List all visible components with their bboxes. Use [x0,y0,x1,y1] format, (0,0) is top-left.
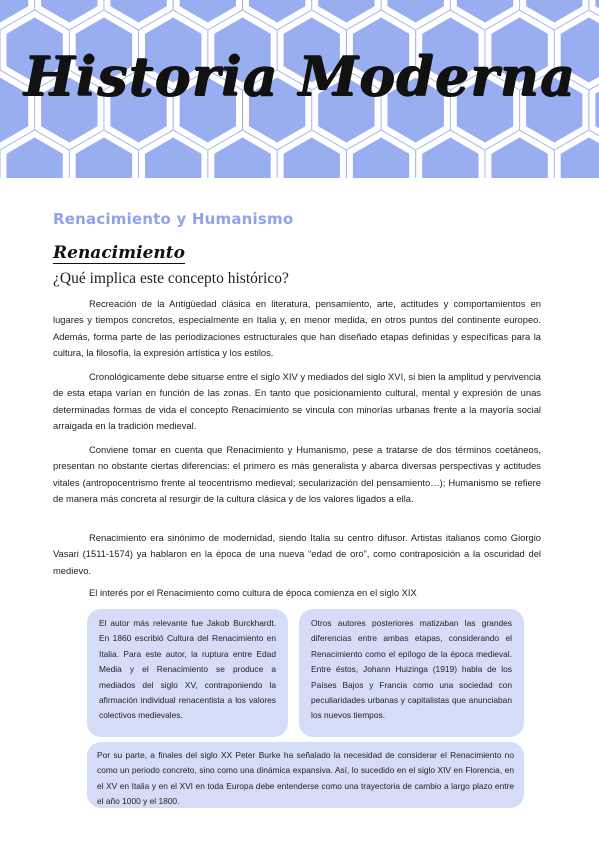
paragraph-definition: Recreación de la Antigüedad clásica en literatura, pensamiento, arte, actitudes y comportamientos en lugares y tiempos concretos, especialmente en Italia y, en menor medida, en otros puntos del continente europeo. Además, forma parte de las periodizaciones estructurales que han diseñado etapas definidas y específicas para la cultura, la filosofía, la expresión artística y los estilos. [53,298,541,358]
section-title: Renacimiento y Humanismo [53,210,294,228]
paragraph-chronology: Cronológicamente debe situarse entre el siglo XIV y mediados del siglo XVI, si bien la amplitud y pervivencia de esta etapa varían en función de las zonas. En tanto que posicionamiento cultural, mental y expresión de unas determinadas formas de vida el concepto Renacimiento se vincula con minorías urbanas frente a la mayoría social arraigada en la tradición medieval. [53,371,541,431]
huizinga-box [299,609,524,737]
subsection-title: Renacimiento [53,243,185,263]
intro-line: El interés por el Renacimiento como cultura de época comienza en el siglo XIX [89,587,417,598]
section-question: ¿Qué implica este concepto histórico? [53,270,289,287]
paragraph-differences: Conviene tomar en cuenta que Renacimiento y Humanismo, pese a tratarse de dos términos coetáneos, presentan no obstante ciertas diferencias: el primero es más generalista y abarca diversas perspectivas y actitudes vitales (antropocentrismo frente al teocentrismo medieval; secularización del pensamiento…); Humanismo se refiere de manera más concreta al resurgir de la cultura clásica y de los valores ligados a ella. [53,444,541,504]
paragraph-modernity: Renacimiento era sinónimo de modernidad, siendo Italia su centro difusor. Artistas italianos como Giorgio Vasari (1511-1574) ya hablaron en la época de una nueva “edad de oro”, como contraposición a la oscuridad del medievo. [53,532,541,576]
burke-text: Por su parte, a finales del siglo XX Peter Burke ha señalado la necesidad de considerar el Renacimiento no como un periodo concreto, sino como una dinámica expansiva. Así, lo sucedido en el siglo XIV en Florencia, en el XV en Italia y en el XVI en toda Europa debe entenderse como una trayectoria de cambio a largo plazo entre el año 1000 y el 1800. [97,750,514,807]
burckhardt-box [87,609,288,737]
page-title: Historia Moderna [23,44,576,108]
burke-box [87,742,524,808]
burckhardt-text: El autor más relevante fue Jakob Burckhardt. En 1860 escribió Cultura del Renacimiento en Italia. Para este autor, la ruptura entre Edad Media y el Renacimiento se produce a mediados del siglo XV, contraponiendo la afirmación individual renacentista a los valores colectivos medievales. [99,618,276,721]
huizinga-text: Otros autores posteriores matizaban las grandes diferencias entre ambas etapas, considerando el Renacimiento como el epílogo de la época medieval. Entre éstos, Johann Huizinga (1919) habla de los Países Bajos y Francia como una sociedad con peculiaridades urbanas y capitalistas que anunciaban los nuevos tiempos. [311,618,512,721]
header-banner [0,0,599,178]
